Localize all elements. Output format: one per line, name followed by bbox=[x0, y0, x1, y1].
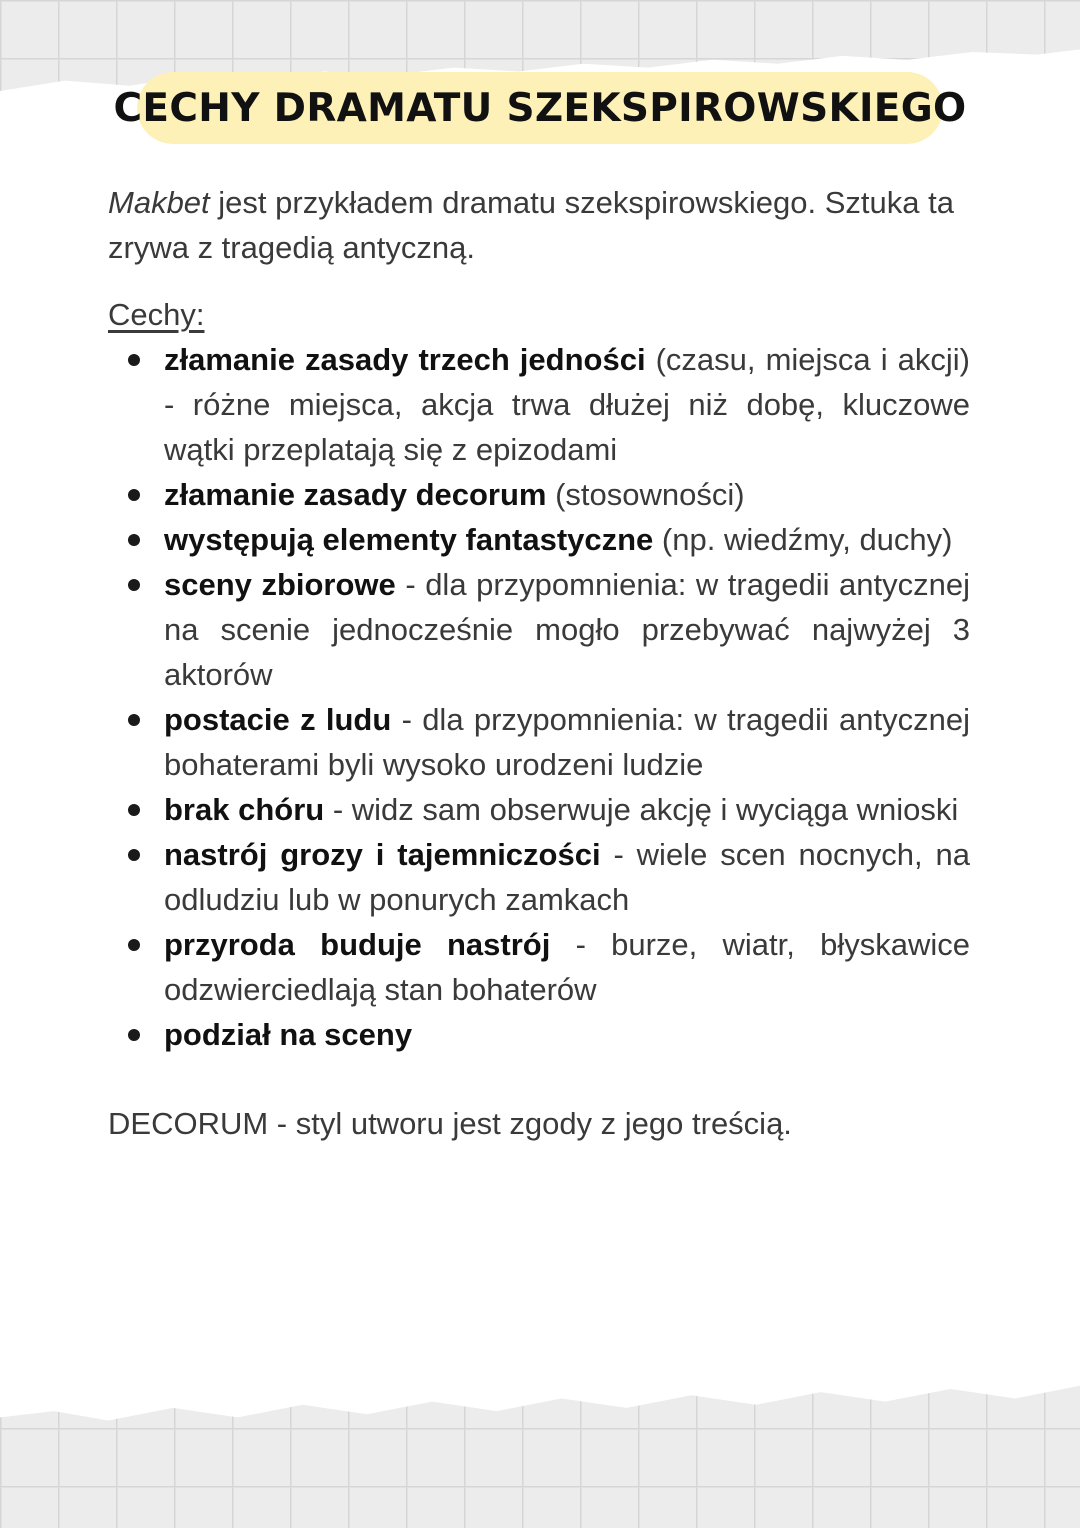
list-item bbox=[164, 337, 970, 472]
list-item bbox=[164, 787, 970, 832]
bullet-icon bbox=[128, 939, 140, 951]
grid-paper-bottom bbox=[0, 1370, 1080, 1528]
feature-description: (np. wiedźmy, duchy) bbox=[653, 522, 953, 557]
bullet-icon bbox=[128, 714, 140, 726]
feature-description: - wiele scen nocnych, na odludziu lub w ponurych zamkach bbox=[164, 837, 970, 917]
list-item bbox=[164, 472, 970, 517]
intro-paragraph bbox=[108, 180, 970, 270]
feature-description: - burze, wiatr, błyskawice odzwierciedlają stan bohaterów bbox=[164, 927, 970, 1007]
feature-term: złamanie zasady decorum bbox=[164, 477, 547, 512]
feature-description: (czasu, miejsca i akcji) - różne miejsca, akcja trwa dłużej niż dobę, kluczowe wątki przeplatają się z epizodami bbox=[164, 342, 970, 467]
intro-text: jest przykładem dramatu szekspirowskiego. Sztuka ta zrywa z tragedią antyczną. bbox=[108, 185, 954, 265]
page-title: CECHY DRAMATU SZEKSPIROWSKIEGO bbox=[113, 85, 967, 131]
feature-description: - dla przypomnienia: w tragedii antycznej bohaterami byli wysoko urodzeni ludzie bbox=[164, 702, 970, 782]
feature-term: złamanie zasady trzech jedności bbox=[164, 342, 646, 377]
bullet-icon bbox=[128, 489, 140, 501]
main-content bbox=[108, 180, 970, 1146]
feature-description: - widz sam obserwuje akcję i wyciąga wnioski bbox=[324, 792, 959, 827]
list-item bbox=[164, 1012, 970, 1057]
feature-term: sceny zbiorowe bbox=[164, 567, 396, 602]
list-item bbox=[164, 922, 970, 1012]
list-item bbox=[164, 832, 970, 922]
feature-term: nastrój grozy i tajemniczości bbox=[164, 837, 601, 872]
feature-term: przyroda buduje nastrój bbox=[164, 927, 551, 962]
list-item bbox=[164, 517, 970, 562]
bullet-icon bbox=[128, 804, 140, 816]
feature-term: występują elementy fantastyczne bbox=[164, 522, 654, 557]
bullet-icon bbox=[128, 1029, 140, 1041]
title-highlight bbox=[113, 72, 967, 144]
features-list bbox=[108, 337, 970, 1057]
bullet-icon bbox=[128, 354, 140, 366]
list-item bbox=[164, 697, 970, 787]
list-item bbox=[164, 562, 970, 697]
features-label: Cechy: bbox=[108, 297, 205, 332]
feature-term: podział na sceny bbox=[164, 1017, 413, 1052]
intro-work-title: Makbet bbox=[108, 185, 210, 220]
feature-description: - dla przypomnienia: w tragedii antycznej na scenie jednocześnie mogło przebywać najwyżej 3 aktorów bbox=[164, 567, 970, 692]
feature-term: brak chóru bbox=[164, 792, 325, 827]
feature-term: postacie z ludu bbox=[164, 702, 392, 737]
bullet-icon bbox=[128, 534, 140, 546]
bullet-icon bbox=[128, 579, 140, 591]
feature-description: (stosowności) bbox=[546, 477, 745, 512]
decorum-definition: DECORUM - styl utworu jest zgody z jego treścią. bbox=[108, 1106, 792, 1141]
bullet-icon bbox=[128, 849, 140, 861]
